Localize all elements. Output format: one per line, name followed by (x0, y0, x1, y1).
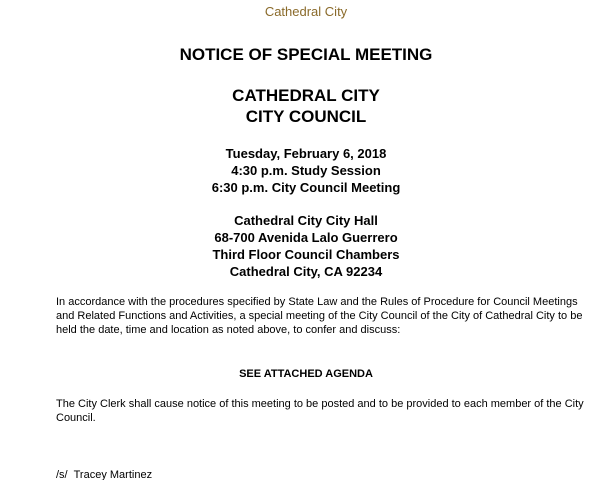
see-attached-agenda: SEE ATTACHED AGENDA (239, 368, 373, 380)
study-session-time: 4:30 p.m. Study Session (231, 163, 381, 178)
signature-line (56, 468, 152, 480)
notice-title: NOTICE OF SPECIAL MEETING (179, 45, 433, 64)
header-city-name: Cathedral City (264, 4, 348, 19)
signature-prefix: /s/ (56, 469, 68, 480)
intro-paragraph: In accordance with the procedures specified by State Law and the Rules of Procedure for Council Meetings and Related Functions and Activities, a special meeting of the City Council of the City of Cathedral City to be held the date, time and location as noted above, to confer and discuss: (56, 296, 583, 336)
location-street: 68-700 Avenida Lalo Guerrero (214, 230, 398, 245)
signature-name: Tracey Martinez (73, 469, 153, 480)
posting-paragraph: The City Clerk shall cause notice of this meeting to be posted and to be provided to each member of the City Council. (56, 398, 584, 424)
council-meeting-time: 6:30 p.m. City Council Meeting (211, 180, 401, 195)
council-name-block (0, 85, 612, 127)
location-room: Third Floor Council Chambers (212, 247, 400, 262)
council-name-line-2: CITY COUNCIL (245, 107, 367, 126)
meeting-location (0, 212, 612, 280)
meeting-date: Tuesday, February 6, 2018 (225, 146, 387, 161)
location-building: Cathedral City City Hall (234, 213, 378, 228)
location-city-state-zip: Cathedral City, CA 92234 (229, 264, 383, 279)
council-name-line-1: CATHEDRAL CITY (232, 86, 380, 105)
meeting-schedule (0, 145, 612, 196)
